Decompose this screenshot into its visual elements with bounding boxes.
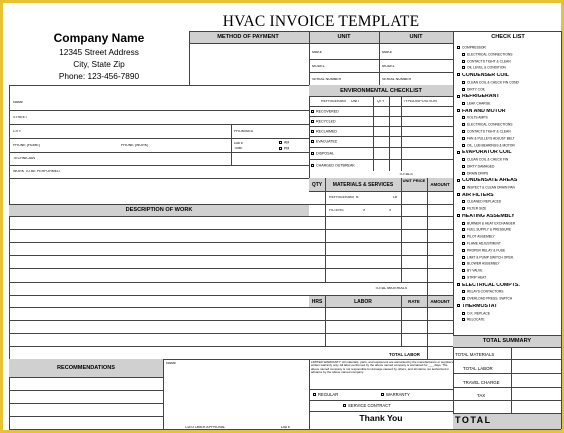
- env-checklist-title: ENVIRONMENTAL CHECKLIST: [340, 88, 422, 94]
- recommendations-header: RECOMMENDATIONS: [56, 365, 115, 371]
- unit-row-serial-2: SERIAL NUMBER: [382, 78, 412, 81]
- checklist-item-label: OVERLOAD PRESS. SWITCH: [467, 297, 513, 301]
- checkbox-icon[interactable]: [457, 214, 460, 217]
- checklist-item[interactable]: [462, 207, 561, 211]
- checklist-item[interactable]: [462, 249, 561, 253]
- checklist-item-label: ELECTRICAL CONNECTIONS: [467, 52, 513, 57]
- check-list-header: CHECK LIST: [491, 34, 525, 40]
- checklist-item[interactable]: [457, 109, 561, 114]
- checklist-item-label: STRIP HEAT: [467, 276, 487, 280]
- checklist-item-label: LEAK CHARGE: [467, 102, 491, 106]
- checkbox-icon[interactable]: [462, 297, 465, 300]
- checklist-item-label: EVAPORATOR COIL: [462, 150, 512, 156]
- env-row-reclaimed: RECLAIMED: [311, 130, 337, 134]
- checklist-item[interactable]: [462, 297, 561, 301]
- labor-hrs-header: HRS: [311, 299, 323, 305]
- grand-total-label: TOTAL: [455, 415, 492, 425]
- checklist-item[interactable]: [457, 178, 561, 183]
- checklist-item-label: BURNER & HEAT EXCHANGER: [467, 221, 516, 225]
- checklist-item[interactable]: [462, 165, 561, 169]
- checklist-item-label: DRAIN DRIPS: [467, 171, 489, 175]
- checklist-item[interactable]: [462, 158, 561, 162]
- env-col-type: TYPE/DISPOSITION: [403, 100, 437, 103]
- customer-phone-home-label: PHONE (HOME): [13, 144, 40, 147]
- checkbox-icon[interactable]: [457, 95, 460, 98]
- checkbox-icon[interactable]: [457, 73, 460, 76]
- summary-total-materials: TOTAL MATERIALS: [455, 353, 495, 357]
- checklist-item-label: OIL, LUB BEARINGS & MOTOR: [467, 143, 515, 147]
- checklist-item-label: RELAYS CONTACTORS: [467, 290, 504, 294]
- checklist-item[interactable]: [462, 200, 561, 204]
- pm-option: PM: [279, 147, 289, 151]
- checkbox-icon[interactable]: [462, 222, 465, 225]
- checklist-item[interactable]: [462, 137, 561, 141]
- checklist-item[interactable]: [457, 46, 561, 50]
- customer-street-label: STREET: [13, 116, 28, 119]
- checklist-item[interactable]: [462, 276, 561, 280]
- checkbox-icon[interactable]: [462, 318, 465, 321]
- checklist-item-label: FILTER SIZE: [467, 207, 487, 211]
- checkbox-icon[interactable]: [462, 207, 465, 210]
- total-materials-label: TOTAL MATERIALS: [375, 287, 408, 290]
- checklist-item-label: DIRTY COIL: [467, 87, 486, 91]
- company-city: City, State Zip: [73, 59, 125, 69]
- checkbox-icon[interactable]: [462, 144, 465, 147]
- checklist-item[interactable]: [457, 94, 561, 99]
- checkbox-icon[interactable]: [462, 256, 465, 259]
- work-to-be-performed-label: WORK TO BE PERFORMED: [13, 170, 60, 173]
- checkbox-icon[interactable]: [462, 66, 465, 69]
- checkbox-icon[interactable]: [457, 46, 460, 49]
- checklist-item-label: VOLTS AMPS: [467, 116, 488, 120]
- labor-amount-header: AMOUNT: [430, 299, 450, 304]
- env-col-refrigerant: REFRIGERANT: [321, 100, 347, 103]
- checklist-item[interactable]: [462, 222, 561, 226]
- unit-row-model-1: MODEL: [312, 65, 325, 68]
- checklist-item[interactable]: [462, 66, 561, 70]
- checkbox-icon[interactable]: [462, 81, 465, 84]
- unit-row-make-1: MAKE: [312, 51, 323, 54]
- checklist-item-label: LIMIT & PUMP SWITCH OPER.: [467, 255, 514, 259]
- checklist-item-label: ELECTRICAL COMPTS.: [462, 282, 520, 288]
- checkbox-icon[interactable]: [462, 242, 465, 245]
- checklist-item-label: FAN & PULLEYS ADJUST BELT: [467, 136, 515, 141]
- checklist-item-label: FLAME ADJUSTMENT: [467, 242, 501, 246]
- checkbox-icon[interactable]: [457, 151, 460, 154]
- checkbox-icon[interactable]: [462, 269, 465, 272]
- am-option: AM: [279, 141, 289, 145]
- checklist-item-label: COMPRESSOR: [462, 46, 486, 50]
- total-labor-label: TOTAL LABOR: [389, 353, 420, 357]
- env-row-disposal: DISPOSAL: [311, 152, 334, 156]
- checklist-item-label: DIRTY DAMAGED: [467, 164, 495, 169]
- checkbox-icon[interactable]: [462, 60, 465, 63]
- checkbox-icon[interactable]: [462, 158, 465, 161]
- checklist-item-label: PROPER RELAY & FUSE: [467, 248, 506, 253]
- checklist-item[interactable]: [462, 290, 561, 294]
- promised-date-label: DATE: [234, 142, 244, 145]
- checklist-item-label: BLOWER ASSEMBLY: [467, 262, 500, 266]
- checklist-item-label: FAN AND MOTOR: [462, 108, 506, 114]
- checklist-item[interactable]: [462, 102, 561, 106]
- materials-qty-header: QTY: [311, 182, 323, 188]
- checklist-item[interactable]: [462, 235, 561, 239]
- checkbox-icon[interactable]: [457, 283, 460, 286]
- checkbox-icon[interactable]: [457, 193, 460, 196]
- checklist-item[interactable]: [462, 144, 561, 148]
- checklist-item[interactable]: [457, 304, 561, 309]
- checkbox-icon[interactable]: [462, 137, 465, 140]
- checkbox-icon[interactable]: [462, 290, 465, 293]
- checkbox-icon[interactable]: [462, 88, 465, 91]
- unit-header-2: UNIT: [409, 34, 423, 40]
- customer-name-label: NAME: [13, 101, 24, 104]
- company-address: 12345 Street Address: [59, 47, 139, 57]
- checklist-item-label: ELECTRICAL CONNECTIONS: [467, 123, 513, 127]
- company-phone: Phone: 123-456-7890: [58, 71, 140, 81]
- method-of-payment-header: METHOD OF PAYMENT: [217, 34, 279, 40]
- checklist-item-label: REFRIGERANT: [462, 94, 500, 100]
- checkbox-icon[interactable]: [462, 200, 465, 203]
- checkbox-icon[interactable]: [462, 235, 465, 238]
- filters-row-x2: X: [389, 209, 392, 212]
- checklist-item[interactable]: [457, 214, 561, 219]
- thank-you-text: Thank You: [359, 413, 403, 423]
- checklist-item[interactable]: [457, 283, 561, 288]
- promised-time-label: TIME: [234, 147, 243, 150]
- company-name: Company Name: [53, 31, 145, 45]
- checklist-item[interactable]: [462, 318, 561, 322]
- checkbox-icon[interactable]: [457, 179, 460, 182]
- materials-amount-header: AMOUNT: [430, 182, 450, 187]
- checkbox-icon[interactable]: [462, 262, 465, 265]
- name-signature-label: NAME: [166, 362, 177, 365]
- service-contract-option: SERVICE CONTRACT: [343, 404, 391, 408]
- checklist-item[interactable]: [457, 73, 561, 78]
- checklist-item[interactable]: [457, 150, 561, 155]
- checklist-item[interactable]: [462, 269, 561, 273]
- technician-label: TECHNICIAN: [13, 157, 35, 160]
- checkbox-icon[interactable]: [462, 165, 465, 168]
- invoice-title: HVAC INVOICE TEMPLATE: [222, 13, 420, 30]
- refrigerant-row-unit: LB: [393, 196, 398, 199]
- env-col-unit: UNIT: [351, 100, 360, 103]
- summary-total-labor: TOTAL LABOR: [463, 367, 493, 371]
- checklist-item-label: BY VALVE: [467, 269, 483, 273]
- promised-label: PROMISED: [234, 130, 254, 133]
- checklist-item-label: THERMOSTAT: [462, 304, 498, 309]
- checklist-item[interactable]: [462, 116, 561, 120]
- checklist-item[interactable]: [462, 172, 561, 176]
- checkbox-icon[interactable]: [462, 276, 465, 279]
- checklist-item-label: INSPECT & CLEAN DRAIN PAN: [467, 186, 515, 190]
- customer-approval-label: CUSTOMER APPROVAL: [185, 426, 226, 429]
- checklist-item[interactable]: [462, 312, 561, 316]
- checklist-item-label: AIR FILTERS: [462, 192, 494, 198]
- checkbox-icon[interactable]: [462, 53, 465, 56]
- checklist-item[interactable]: [462, 228, 561, 232]
- labor-header: LABOR: [354, 299, 372, 305]
- checklist-item[interactable]: [462, 242, 561, 246]
- checkbox-icon[interactable]: [457, 304, 460, 307]
- checklist-item-label: FUEL SUPPLY & PRESSURE: [467, 228, 512, 232]
- checklist-item-label: CONDENSATE AREAS: [462, 178, 518, 184]
- totals-label: TOTALS: [399, 173, 413, 176]
- customer-city-label: CITY: [13, 130, 22, 133]
- total-summary-header: TOTAL SUMMARY: [482, 338, 532, 344]
- checklist-item[interactable]: [462, 60, 561, 64]
- checklist-item[interactable]: [462, 130, 561, 134]
- checklist-item[interactable]: [462, 88, 561, 92]
- checkbox-icon[interactable]: [457, 109, 460, 112]
- warranty-text: LIMITED WARRANTY: All materials, parts, and equipment are warranted by the manufacturers or suppliers written warranty only. All labor performed by the above named company is warranted for ___ days. The above named company is not responsible for damage caused by others, and all claims not authorized in advance by the above named company.: [311, 361, 453, 375]
- materials-services-header: MATERIALS & SERVICES: [332, 182, 394, 188]
- check-list: [455, 46, 561, 334]
- unit-row-make-2: MAKE: [382, 51, 393, 54]
- checklist-item-label: CLEAN COIL & CHECK FIN: [467, 158, 509, 162]
- checklist-item-label: CONTACTS TIGHT & CLEAN: [467, 130, 511, 134]
- checklist-item-label: O.K. REPLACE: [467, 311, 490, 315]
- checkbox-icon[interactable]: [462, 312, 465, 315]
- env-row-recycled: RECYCLED: [311, 120, 336, 124]
- checklist-item[interactable]: [457, 193, 561, 198]
- filters-row-x1: X: [363, 209, 366, 212]
- checklist-item-label: PILOT ASSEMBLY: [467, 235, 495, 239]
- checkbox-icon[interactable]: [462, 249, 465, 252]
- checkbox-icon[interactable]: [462, 102, 465, 105]
- checklist-item[interactable]: [462, 53, 561, 57]
- checkbox-icon[interactable]: [462, 228, 465, 231]
- filters-row-label: FILTERS: [329, 209, 344, 212]
- env-row-recovered: RECOVERED: [311, 110, 339, 114]
- env-row-evacuated: EVACUATED: [311, 140, 337, 144]
- checklist-item[interactable]: [462, 186, 561, 190]
- checklist-item-label: HEATING ASSEMBLY: [462, 214, 515, 219]
- checklist-item-label: OIL LEVEL & CONDITION: [467, 66, 506, 70]
- checklist-item-label: RELOCATE: [467, 318, 485, 322]
- checklist-item[interactable]: [462, 256, 561, 260]
- unit-header-1: UNIT: [337, 34, 351, 40]
- checklist-item-label: CONTACTS TIGHT & CLEAN: [467, 59, 511, 63]
- checkbox-icon[interactable]: [462, 130, 465, 133]
- summary-travel-charge: TRAVEL CHARGE: [463, 381, 500, 385]
- checkbox-icon[interactable]: [462, 172, 465, 175]
- unit-row-serial-1: SERIAL NUMBER: [312, 78, 342, 81]
- checklist-item[interactable]: [462, 262, 561, 266]
- labor-rate-header: RATE: [408, 299, 420, 304]
- checklist-item-label: CLEANED REPLACED: [467, 200, 502, 204]
- checkbox-icon[interactable]: [462, 116, 465, 119]
- materials-unit-price-header: UNIT PRICE: [402, 179, 426, 183]
- unit-row-model-2: MODEL: [382, 65, 395, 68]
- env-col-qty: QTY: [377, 100, 385, 103]
- warranty-option: WARRANTY: [381, 393, 410, 397]
- customer-phone-work-label: PHONE (WORK): [121, 144, 149, 147]
- checkbox-icon[interactable]: [462, 123, 465, 126]
- regular-option: REGULAR: [313, 393, 338, 397]
- description-of-work-header: DESCRIPTION OF WORK: [125, 207, 193, 213]
- approval-date-label: DATE: [281, 426, 291, 429]
- checklist-item[interactable]: [462, 81, 561, 85]
- checkbox-icon[interactable]: [462, 186, 465, 189]
- checklist-item[interactable]: [462, 123, 561, 127]
- checklist-item-label: CLEAN COIL & CHECK FIN COND: [467, 80, 519, 85]
- env-row-charged: CHARGED OUTBREAK: [311, 164, 355, 168]
- summary-tax: TAX: [477, 394, 486, 398]
- refrigerant-row-label: REFRIGERANT R-: [329, 196, 360, 199]
- checklist-item-label: CONDENSER COIL: [462, 73, 509, 79]
